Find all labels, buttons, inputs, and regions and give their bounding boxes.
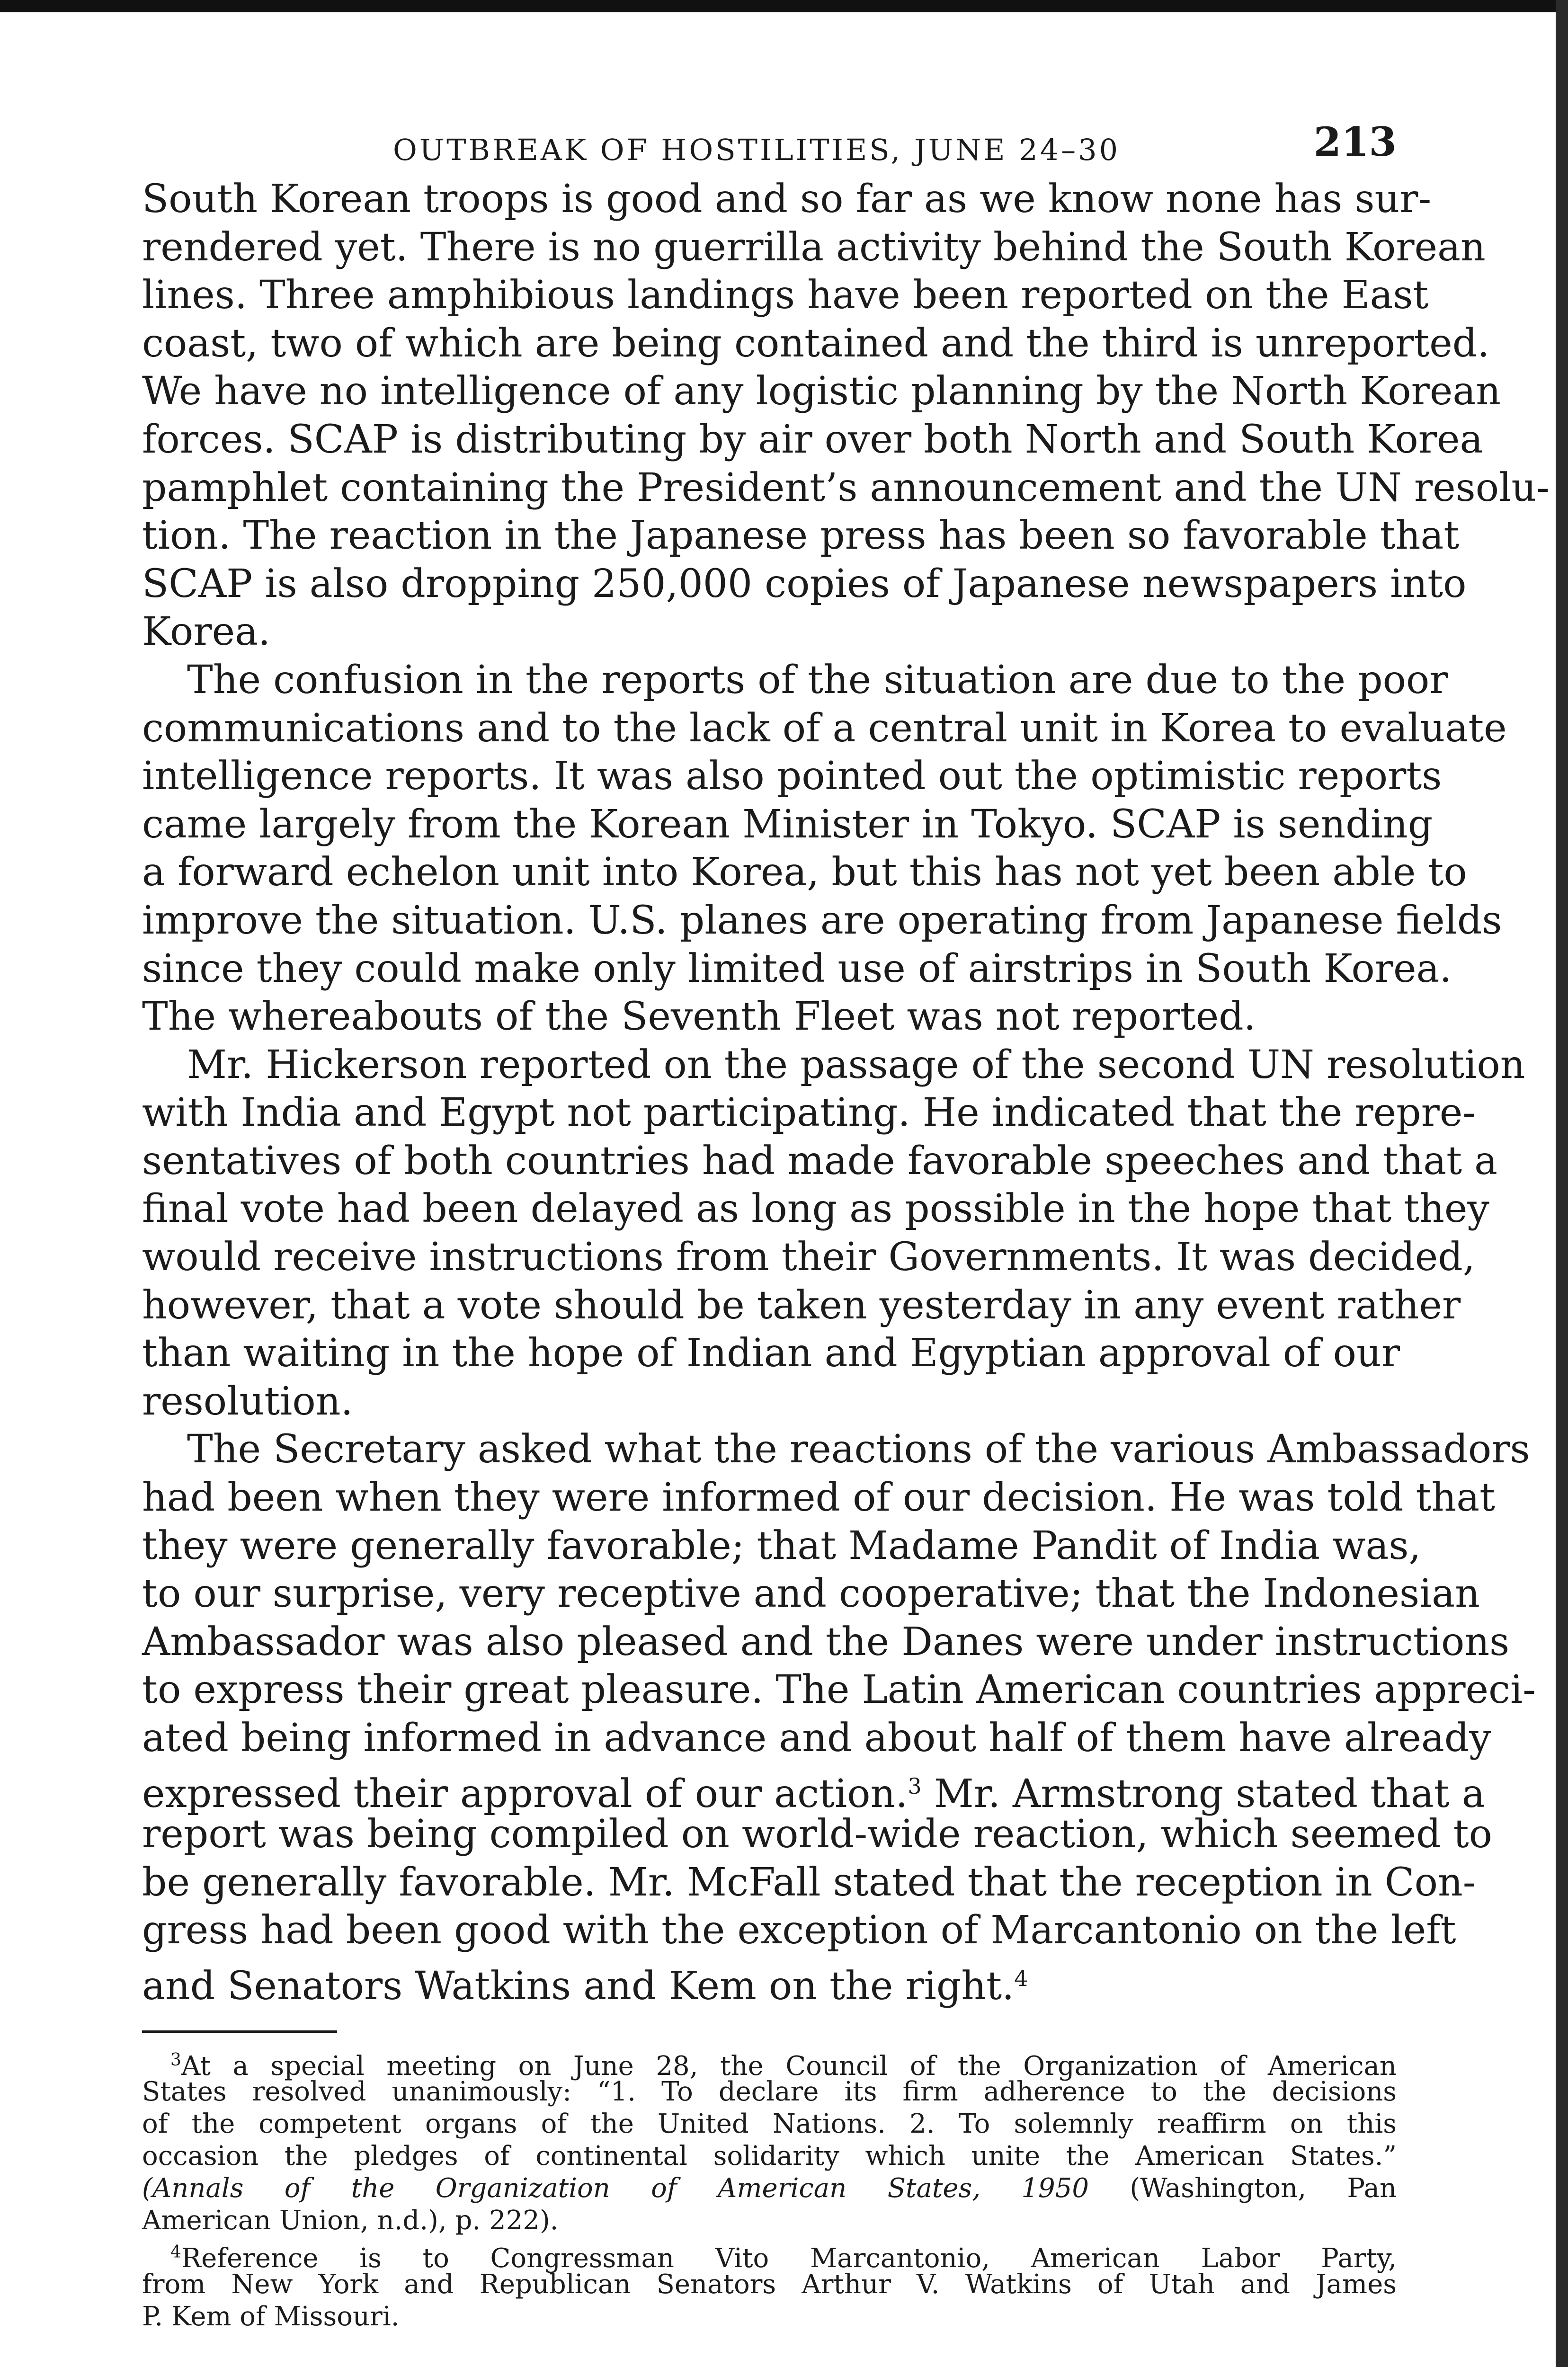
line-segment: Mr. Armstrong stated that a [921,1771,1485,1816]
text-line: they were generally favorable; that Madame Pandit of India was, [142,1523,1421,1568]
text-line: SCAP is also dropping 250,000 copies of Japanese newspapers into [142,561,1467,606]
line-segment: and Senators Watkins and Kem on the right. [142,1963,1015,2009]
text-line: had been when they were informed of our decision. He was told that [142,1475,1496,1521]
text-line: than waiting in the hope of Indian and Egyptian approval of our [142,1331,1400,1376]
footnote-line: from New York and Republican Senators Arthur V. Watkins of Utah and James [142,2269,1397,2300]
text-line: communications and to the lack of a central unit in Korea to evaluate [142,705,1507,751]
footnote-4 [142,2236,1397,2332]
text-line: resolution. [142,1379,353,1424]
text-line: The whereabouts of the Seventh Fleet was not reported. [142,994,1256,1040]
text-line: rendered yet. There is no guerrilla activity behind the South Korean [142,224,1486,270]
footnotes [142,2044,1397,2333]
footnote-line [142,2044,1397,2082]
top-scan-border [0,0,1568,12]
text-line: The confusion in the reports of the situation are due to the poor [187,657,1448,703]
text-line: to our surprise, very receptive and cooperative; that the Indonesian [142,1571,1480,1617]
footnote-line [142,2172,1397,2205]
running-head [142,114,1397,175]
text-line: Ambassador was also pleased and the Danes were under instructions [142,1619,1510,1664]
text-line: intelligence reports. It was also pointed out the optimistic reports [142,754,1442,799]
footnote-line: American Union, n.d.), p. 222). [142,2205,559,2236]
text-line: We have no intelligence of any logistic planning by the North Korean [142,369,1501,414]
footnote-line [142,2236,1397,2274]
text-line: coast, two of which are being contained and the third is unreported. [142,320,1490,366]
text-line: final vote had been delayed as long as possible in the hope that they [142,1186,1489,1232]
text-line: lines. Three amphibious landings have been reported on the East [142,273,1429,318]
text-line: pamphlet containing the President’s announcement and the UN resolu- [142,465,1550,510]
text-line: be generally favorable. Mr. McFall stated that the reception in Con- [142,1860,1476,1905]
paragraph-ambassador-reactions [142,1425,1536,2009]
paragraph-confusion-in-reports [142,656,1507,1041]
citation-title: (Annals of the Organization of American States, 1950 [142,2172,1089,2204]
footnote-line: P. Kem of Missouri. [142,2301,400,2332]
footnote-marker: 4 [170,2242,181,2262]
text-line: with India and Egypt not participating. He indicated that the repre- [142,1090,1476,1136]
text-line: Korea. [142,609,271,655]
text-line: sentatives of both countries had made favorable speeches and that a [142,1138,1498,1184]
text-line: would receive instructions from their Governments. It was decided, [142,1235,1475,1280]
text-line: tion. The reaction in the Japanese press has been so favorable that [142,513,1460,559]
paragraph-situation-report [142,175,1550,656]
footnote-divider [142,2030,337,2033]
text-line: report was being compiled on world-wide reaction, which seemed to [142,1812,1492,1857]
footnote-marker: 3 [170,2050,181,2070]
footnote-reference-4[interactable]: 4 [1014,1965,1028,1991]
paragraph-hickerson-report [142,1041,1525,1426]
text-line: however, that a vote should be taken yesterday in any event rather [142,1282,1461,1328]
text-line [142,1955,1397,2009]
text-line: ated being informed in advance and about half of them have already [142,1716,1491,1761]
text-line: Mr. Hickerson reported on the passage of the second UN resolution [187,1042,1525,1087]
text-line [142,1762,1485,1816]
footnote-line: of the competent organs of the United Nations. 2. To solemnly reaffirm on this [142,2109,1397,2140]
line-segment: Reference is to Congressman Vito Marcantonio, American Labor Party, [181,2243,1397,2274]
document-page [142,114,1550,2333]
page-number: 213 [1313,118,1397,165]
running-head-title: OUTBREAK OF HOSTILITIES, JUNE 24–30 [393,133,1121,167]
text-line: The Secretary asked what the reactions of the various Ambassadors [187,1427,1530,1472]
text-line: improve the situation. U.S. planes are operating from Japanese fields [142,898,1502,943]
text-line: South Korean troops is good and so far as we know none has sur- [142,177,1432,222]
line-segment: (Washington, Pan [1088,2172,1397,2204]
line-segment: expressed their approval of our action. [142,1771,908,1816]
footnote-line: occasion the pledges of continental solidarity which unite the American States.” [142,2140,1397,2171]
text-line: to express their great pleasure. The Latin American countries appreci- [142,1667,1536,1713]
text-line: came largely from the Korean Minister in Tokyo. SCAP is sending [142,801,1433,847]
body-text [142,175,1550,2009]
text-line: forces. SCAP is distributing by air over both North and South Korea [142,417,1483,462]
footnote-line: States resolved unanimously: “1. To declare its firm adherence to the decisions [142,2076,1397,2108]
footnote-3 [142,2044,1397,2237]
right-scan-border [1556,0,1568,2367]
text-line: a forward echelon unit into Korea, but this has not yet been able to [142,850,1467,895]
text-line: gress had been good with the exception of Marcantonio on the left [142,1908,1456,1953]
footnote-reference-3[interactable]: 3 [908,1773,922,1799]
line-segment: At a special meeting on June 28, the Council of the Organization of American [181,2050,1397,2082]
text-line: since they could make only limited use of airstrips in South Korea. [142,946,1452,991]
